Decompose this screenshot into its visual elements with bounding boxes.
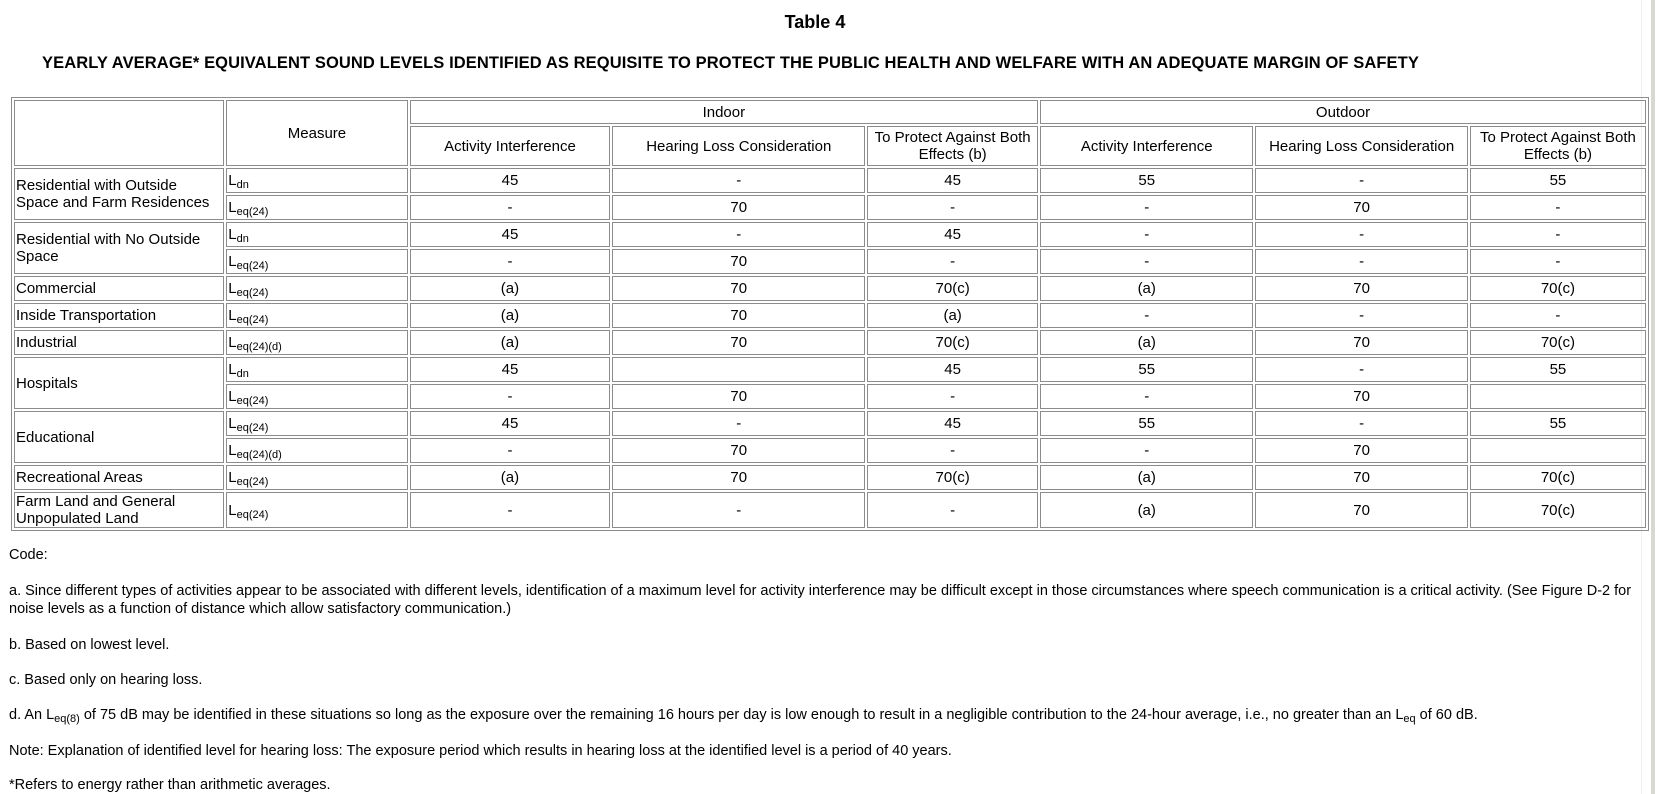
value-cell: 70 (1255, 438, 1467, 463)
row-label: Residential with No Outside Space (14, 222, 224, 274)
header-outdoor: Outdoor (1040, 100, 1646, 124)
measure-cell: $L_{eq(24)}$ (226, 384, 407, 409)
measure-cell: $L_{eq(24)}$ (226, 465, 407, 490)
table-row (14, 249, 1646, 274)
value-cell: - (410, 195, 611, 220)
header-blank (14, 100, 224, 166)
value-cell: (a) (1040, 276, 1253, 301)
table-row (14, 384, 1646, 409)
measure-cell: $L_{dn}$ (226, 357, 407, 382)
value-cell: - (612, 168, 865, 193)
window-edge-border (1651, 0, 1655, 794)
measure-cell: $L_{dn}$ (226, 222, 407, 247)
header-indoor-hearing: Hearing Loss Consideration (612, 126, 865, 166)
value-cell: - (1255, 222, 1467, 247)
value-cell: 70 (612, 276, 865, 301)
value-cell: 45 (867, 357, 1038, 382)
value-cell: (a) (410, 276, 611, 301)
value-cell: 70 (612, 465, 865, 490)
measure-cell: $L_{dn}$ (226, 168, 407, 193)
row-label: Recreational Areas (14, 465, 224, 490)
value-cell: 45 (867, 168, 1038, 193)
value-cell: (a) (410, 303, 611, 328)
value-cell: 70 (612, 249, 865, 274)
note-asterisk: *Refers to energy rather than arithmetic averages. (9, 777, 331, 793)
value-cell: - (410, 438, 611, 463)
table-caption: Table 4 (784, 12, 846, 32)
measure-cell: $L_{eq(24)}$ (226, 492, 407, 528)
measure-cell: $L_{eq(24)}$ (226, 411, 407, 436)
measure-cell: $L_{eq(24)}$ (226, 195, 407, 220)
table-row (14, 465, 1646, 490)
table-row (14, 276, 1646, 301)
value-cell: - (1040, 249, 1253, 274)
value-cell (1470, 384, 1646, 409)
value-cell: - (1040, 195, 1253, 220)
sound-levels-table (11, 97, 1649, 531)
measure-cell: $L_{eq(24)}$ (226, 303, 407, 328)
value-cell: 55 (1040, 411, 1253, 436)
value-cell: - (1470, 195, 1646, 220)
note-b: b. Based on lowest level. (9, 637, 170, 653)
value-cell: 45 (410, 168, 611, 193)
value-cell: (a) (410, 330, 611, 355)
value-cell: 55 (1470, 411, 1646, 436)
value-cell: 55 (1470, 357, 1646, 382)
value-cell: 70 (1255, 330, 1467, 355)
value-cell: 55 (1040, 357, 1253, 382)
header-indoor-activity: Activity Interference (410, 126, 611, 166)
value-cell: 70 (612, 303, 865, 328)
value-cell: 70 (612, 195, 865, 220)
value-cell: 70(c) (867, 330, 1038, 355)
note-code: Code: (9, 547, 48, 563)
value-cell: 70 (1255, 384, 1467, 409)
value-cell: (a) (867, 303, 1038, 328)
value-cell: - (612, 492, 865, 528)
value-cell: 45 (410, 357, 611, 382)
table-title: YEARLY AVERAGE* EQUIVALENT SOUND LEVELS IDENTIFIED AS REQUISITE TO PROTECT THE PUBLIC HEALTH AND WELFARE WITH AN ADEQUATE MARGIN OF SAFETY (42, 54, 1419, 72)
value-cell: 70(c) (867, 276, 1038, 301)
row-label: Educational (14, 411, 224, 463)
value-cell (612, 357, 865, 382)
table-row (14, 438, 1646, 463)
value-cell: 70 (1255, 276, 1467, 301)
value-cell: 45 (867, 222, 1038, 247)
value-cell: 70 (1255, 492, 1467, 528)
value-cell: - (1040, 438, 1253, 463)
value-cell: - (1470, 222, 1646, 247)
value-cell: (a) (1040, 465, 1253, 490)
measure-cell: $L_{eq(24)}$ (226, 276, 407, 301)
value-cell: - (410, 492, 611, 528)
value-cell: - (1470, 249, 1646, 274)
value-cell: (a) (410, 465, 611, 490)
value-cell: - (1255, 357, 1467, 382)
header-measure: Measure (226, 100, 407, 166)
value-cell: - (1255, 303, 1467, 328)
header-outdoor-activity: Activity Interference (1040, 126, 1253, 166)
value-cell: - (1040, 384, 1253, 409)
value-cell: - (867, 438, 1038, 463)
value-cell: 70 (1255, 465, 1467, 490)
value-cell: (a) (1040, 492, 1253, 528)
table-row (14, 168, 1646, 193)
row-label: Inside Transportation (14, 303, 224, 328)
value-cell: - (1255, 249, 1467, 274)
table-row (14, 492, 1646, 528)
value-cell: - (410, 384, 611, 409)
note-c: c. Based only on hearing loss. (9, 672, 203, 688)
value-cell: - (1255, 168, 1467, 193)
value-cell (1470, 438, 1646, 463)
table-row (14, 303, 1646, 328)
note-a: a. Since different types of activities appear to be associated with different levels, identification of a maximum level for activity interference may be difficult except in those circumstances where speech communication is a critical activity. (See Figure D-2 for noise levels as a function of distance which allow satisfactory communication.) (9, 583, 1632, 617)
row-label: Farm Land and General Unpopulated Land (14, 492, 224, 528)
value-cell: 70(c) (867, 465, 1038, 490)
row-label: Hospitals (14, 357, 224, 409)
table-row (14, 195, 1646, 220)
value-cell: - (867, 492, 1038, 528)
header-both-line1: To Protect Against Both (874, 129, 1031, 146)
value-cell: - (867, 384, 1038, 409)
table-row (14, 411, 1646, 436)
value-cell: 70 (1255, 195, 1467, 220)
value-cell: 45 (410, 222, 611, 247)
measure-cell: $L_{eq(24)(d)}$ (226, 330, 407, 355)
header-row-groups (14, 100, 1646, 124)
measure-cell: $L_{eq(24)(d)}$ (226, 438, 407, 463)
value-cell: 70(c) (1470, 465, 1646, 490)
header-outdoor-both (1470, 126, 1646, 166)
value-cell: 45 (867, 411, 1038, 436)
value-cell: - (612, 222, 865, 247)
measure-cell: $L_{eq(24)}$ (226, 249, 407, 274)
value-cell: (a) (1040, 330, 1253, 355)
value-cell: 55 (1470, 168, 1646, 193)
value-cell: - (867, 195, 1038, 220)
value-cell: 70 (612, 330, 865, 355)
table-row (14, 222, 1646, 247)
value-cell: - (1255, 411, 1467, 436)
header-indoor-both (867, 126, 1038, 166)
value-cell: - (612, 411, 865, 436)
header-both-line2: Effects (b) (1523, 146, 1592, 163)
value-cell: 70(c) (1470, 276, 1646, 301)
value-cell: 70 (612, 438, 865, 463)
header-indoor: Indoor (410, 100, 1038, 124)
value-cell: 45 (410, 411, 611, 436)
value-cell: - (867, 249, 1038, 274)
header-both-line2: Effects (b) (918, 146, 987, 163)
value-cell: 70(c) (1470, 330, 1646, 355)
row-label: Commercial (14, 276, 224, 301)
row-label: Industrial (14, 330, 224, 355)
value-cell: 70 (612, 384, 865, 409)
header-both-line1: To Protect Against Both (1479, 129, 1636, 146)
header-outdoor-hearing: Hearing Loss Consideration (1255, 126, 1467, 166)
value-cell: 70(c) (1470, 492, 1646, 528)
note-explanation: Note: Explanation of identified level for hearing loss: The exposure period which results in hearing loss at the identified level is a period of 40 years. (9, 743, 952, 759)
table-row (14, 330, 1646, 355)
value-cell: - (1040, 303, 1253, 328)
table-row (14, 357, 1646, 382)
value-cell: - (410, 249, 611, 274)
value-cell: 55 (1040, 168, 1253, 193)
row-label: Residential with Outside Space and Farm Residences (14, 168, 224, 220)
note-d: d. An $L_{eq(8)}$ of 75 dB may be identified in these situations so long as the exposure over the remaining 16 hours per day is low enough to result in a negligible contribution to the 24-hour average, i.e., no greater than an $L_{eq}$ of 60 dB. (9, 707, 1478, 725)
value-cell: - (1040, 222, 1253, 247)
value-cell: - (1470, 303, 1646, 328)
